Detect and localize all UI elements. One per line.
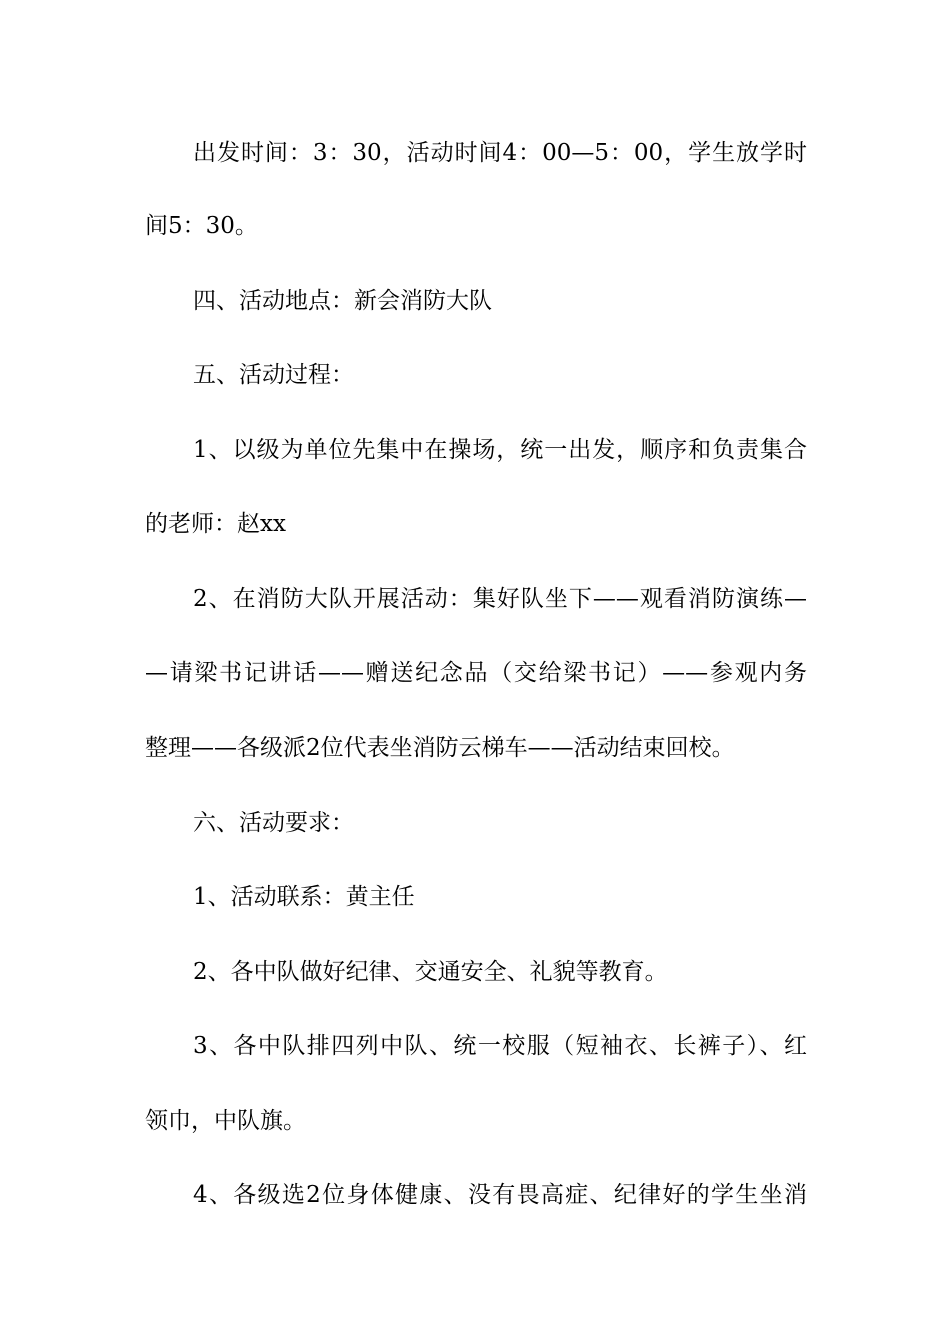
text-line-process-step-2-cont: —请梁书记讲话——赠送纪念品（交给梁书记）——参观内务: [145, 660, 807, 686]
text-line-requirement-4: 4、各级选2位身体健康、没有畏高症、纪律好的学生坐消: [193, 1182, 807, 1208]
text-line-process-step-1-cont: 的老师：赵xx: [145, 511, 286, 537]
text-line-process-step-2: 2、在消防大队开展活动：集好队坐下——观看消防演练—: [193, 586, 807, 612]
section-heading-process: 五、活动过程：: [193, 362, 354, 388]
text-line-requirement-3: 3、各中队排四列中队、统一校服（短袖衣、长裤子）、红: [193, 1033, 807, 1059]
text-line-departure-time: 出发时间：3：30，活动时间4：00—5：00，学生放学时: [193, 140, 807, 166]
section-heading-location: 四、活动地点：新会消防大队: [193, 288, 492, 314]
text-line-dismissal-time: 间5：30。: [145, 213, 258, 239]
section-heading-requirements: 六、活动要求：: [193, 810, 354, 836]
text-line-requirement-2: 2、各中队做好纪律、交通安全、礼貌等教育。: [193, 959, 668, 985]
text-line-requirement-1: 1、活动联系：黄主任: [193, 884, 415, 910]
text-line-process-step-1: 1、以级为单位先集中在操场，统一出发，顺序和负责集合: [193, 437, 807, 463]
text-line-requirement-3-cont: 领巾，中队旗。: [145, 1108, 306, 1134]
text-line-process-step-2-end: 整理——各级派2位代表坐消防云梯车——活动结束回校。: [145, 735, 735, 761]
